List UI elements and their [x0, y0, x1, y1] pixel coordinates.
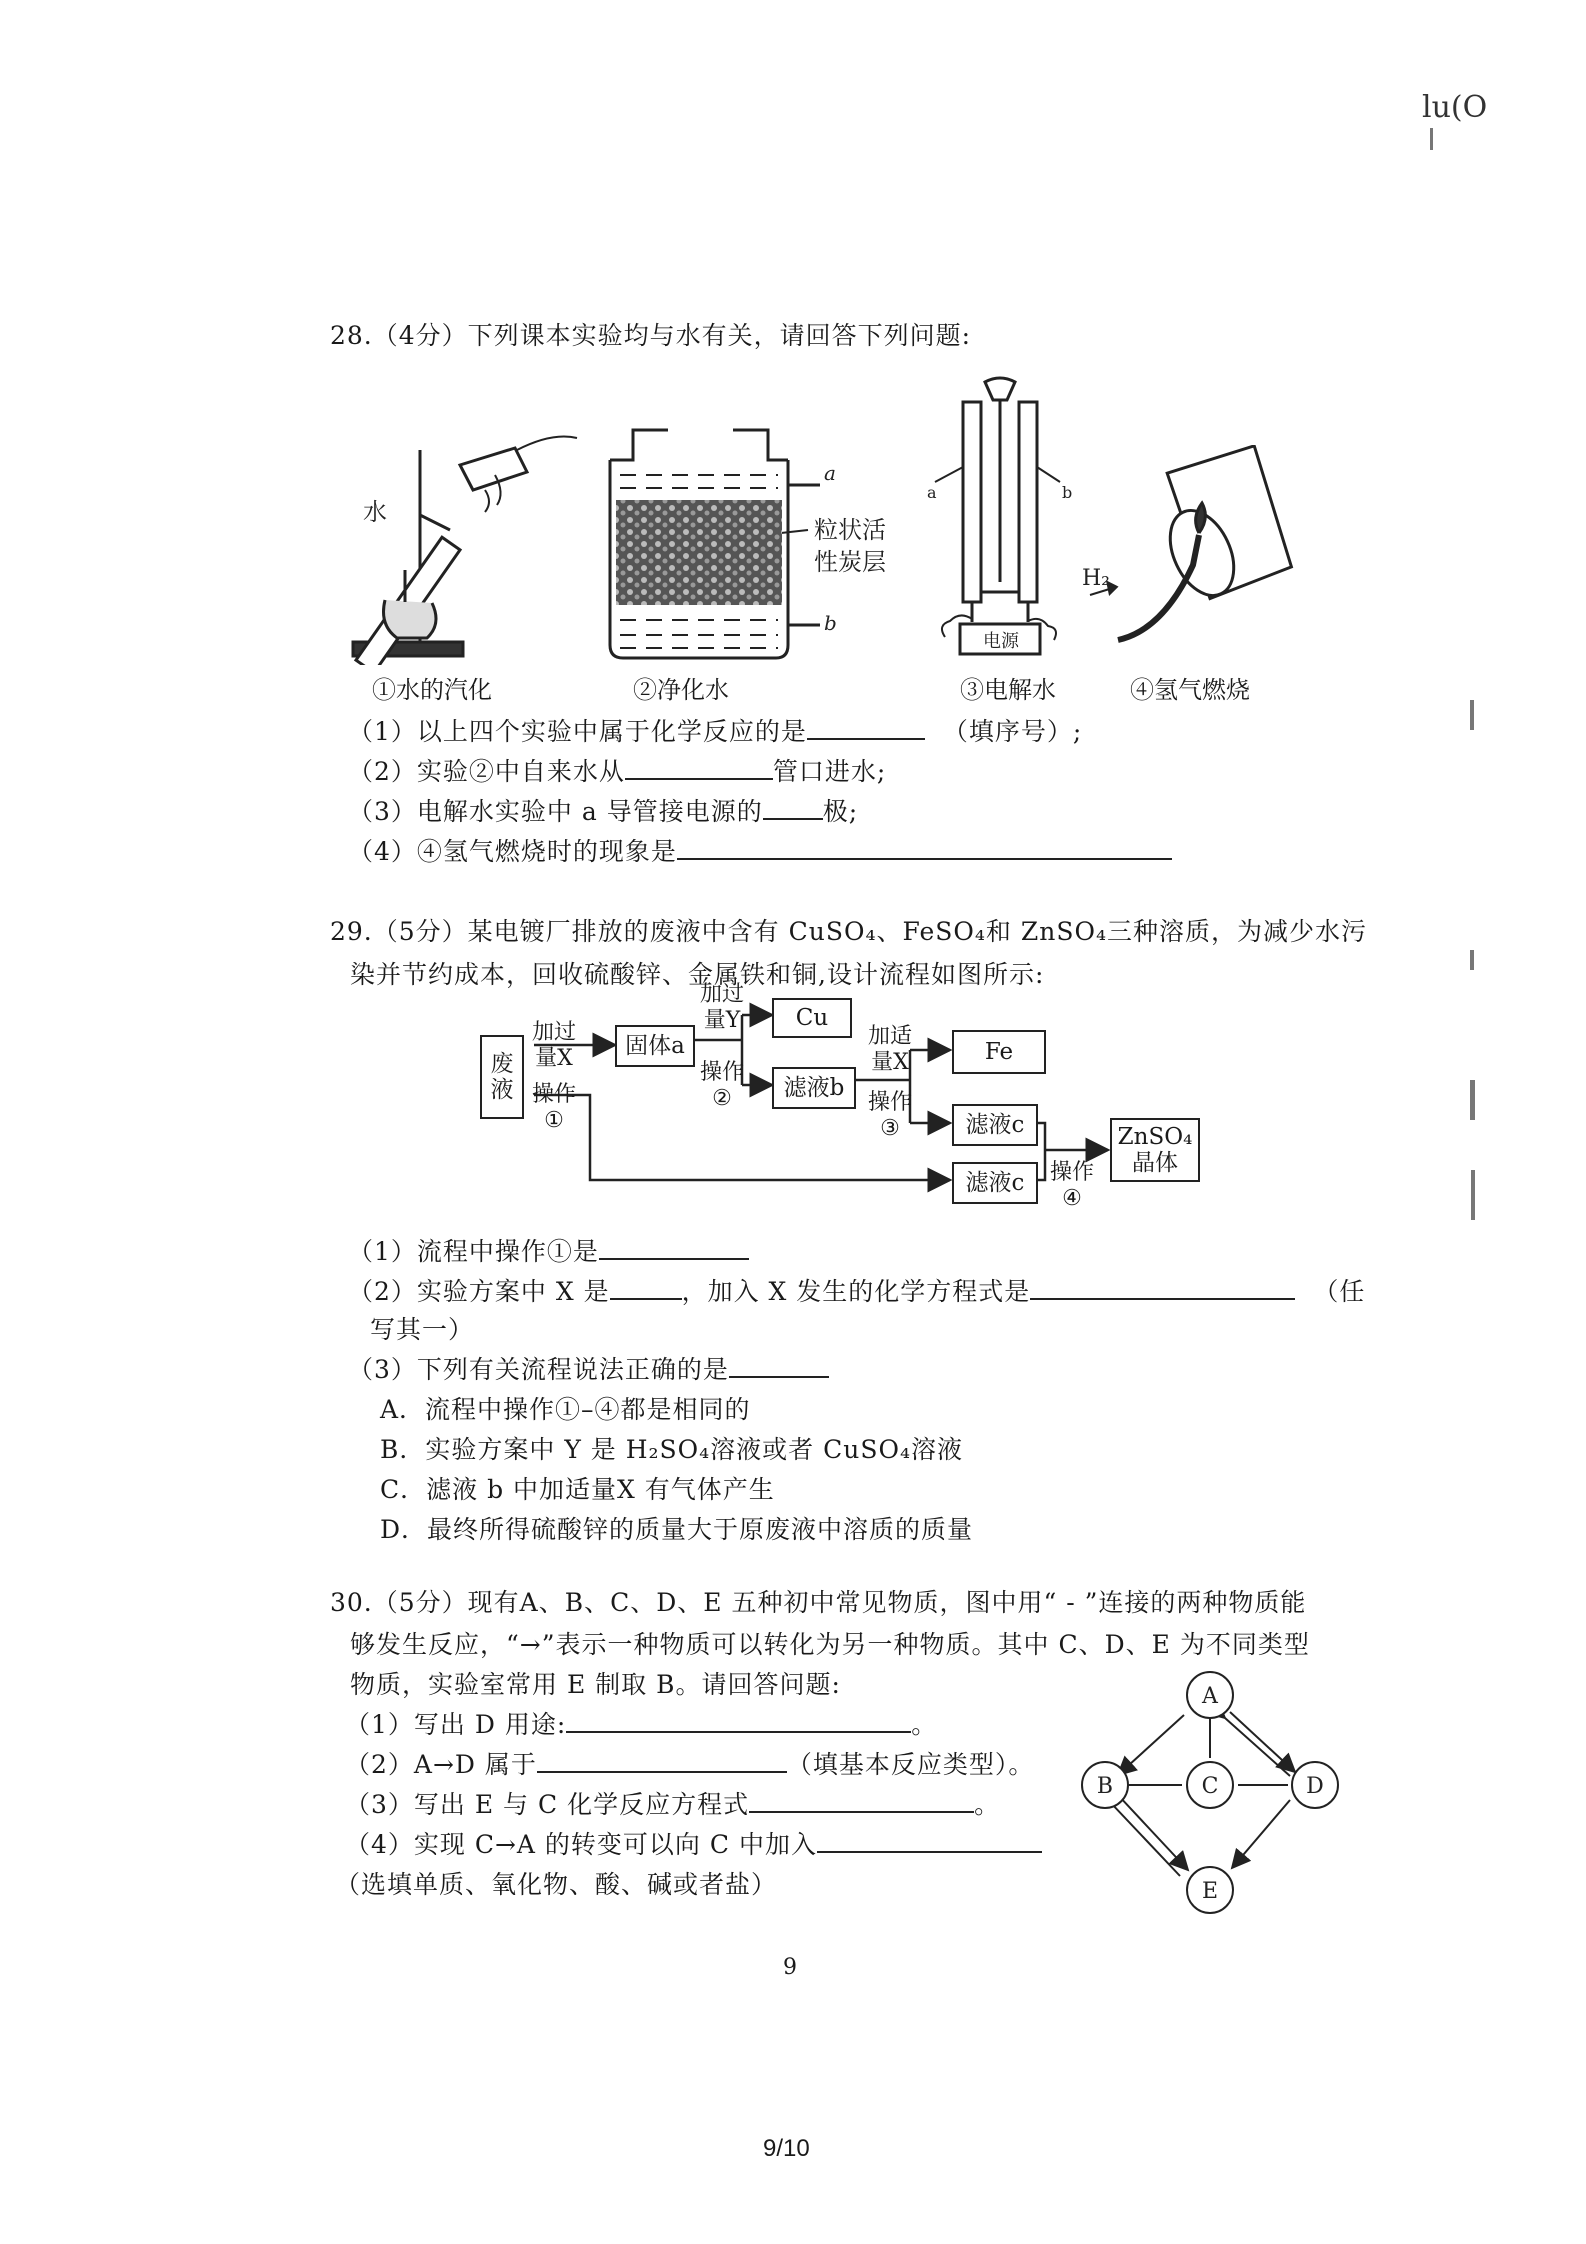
q28-sub2: （2）实验②中自来水从 管口进水;	[348, 757, 887, 786]
fe-box: Fe	[952, 1030, 1046, 1074]
filtrate-c-box-upper: 滤液c	[952, 1104, 1038, 1146]
answer-blank	[749, 1789, 974, 1813]
node-a: A	[1202, 1684, 1218, 1709]
step4-label: 操作 ④	[1050, 1160, 1095, 1212]
q29-sub1: （1）流程中操作①是	[348, 1232, 749, 1268]
electrolysis-figure	[925, 372, 1075, 672]
cu-box: Cu	[772, 998, 852, 1038]
q30-line3: 物质，实验室常用 E 制取 B。请回答问题:	[350, 1670, 841, 1699]
q30-line2: 够发生反应，“→”表示一种物质可以转化为另一种物质。其中 C、D、E 为不同类型	[350, 1630, 1310, 1659]
caption-water-purification: ②净化水	[633, 676, 729, 704]
carbon-label-line1: 粒状活	[814, 516, 886, 544]
answer-blank	[817, 1829, 1042, 1853]
znso4-crystal-box: ZnSO₄ 晶体	[1110, 1118, 1200, 1182]
q30-sub1: （1）写出 D 用途: 。	[345, 1710, 938, 1739]
q30-sub4: （4）实现 C→A 的转变可以向 C 中加入	[345, 1825, 1042, 1861]
tube-b-label: b	[1062, 483, 1073, 502]
waste-liquid-box: 废 液	[480, 1035, 524, 1119]
h2-label: H₂	[1082, 566, 1111, 591]
q29-option-d: D．最终所得硫酸锌的质量大于原废液中溶质的质量	[380, 1515, 974, 1544]
tube-a-label: a	[927, 483, 937, 502]
q30-line1: 30.（5分）现有A、B、C、D、E 五种初中常见物质，图中用“ - ”连接的两种物质能	[330, 1588, 1307, 1617]
step1-operation-label: 操作 ①	[532, 1082, 577, 1134]
q30-note: （选填单质、氧化物、酸、碱或者盐）	[335, 1870, 778, 1899]
q29-option-b: B．实验方案中 Y 是 H₂SO₄溶液或者 CuSO₄溶液	[380, 1435, 964, 1464]
answer-blank	[599, 1236, 749, 1260]
q29-line2: 染并节约成本，回收硫酸锌、金属铁和铜,设计流程如图所示:	[350, 960, 1045, 989]
scan-mark	[1471, 1170, 1475, 1220]
q28-sub1: （1）以上四个实验中属于化学反应的是 （填序号）;	[348, 717, 1083, 746]
scan-mark	[1470, 1080, 1475, 1120]
q30-sub3: （3）写出 E 与 C 化学反应方程式 。	[345, 1790, 1001, 1819]
solid-a-box: 固体a	[615, 1025, 695, 1067]
node-e: E	[1201, 1879, 1219, 1904]
answer-blank	[1030, 1276, 1295, 1300]
q29-option-a: A．流程中操作①–④都是相同的	[380, 1395, 751, 1424]
answer-blank	[729, 1354, 829, 1378]
power-source-label: 电源	[983, 631, 1019, 652]
answer-blank	[677, 836, 1172, 860]
page-indicator: 9/10	[763, 2135, 810, 2162]
scan-mark	[1470, 700, 1474, 730]
answer-blank	[566, 1709, 911, 1733]
node-d: D	[1306, 1774, 1324, 1799]
q29-option-c: C．滤液 b 中加适量X 有气体产生	[380, 1475, 775, 1504]
water-label: 水	[363, 498, 387, 526]
water-vaporization-figure	[345, 420, 605, 665]
answer-blank	[610, 1276, 682, 1300]
step2-operation-label: 操作 ②	[700, 1060, 745, 1112]
step2-label: 加过 量Y	[700, 982, 745, 1034]
node-c: C	[1201, 1774, 1219, 1799]
caption-electrolysis: ③电解水	[960, 676, 1056, 704]
q29-sub3: （3）下列有关流程说法正确的是	[348, 1350, 829, 1386]
answer-blank	[537, 1749, 787, 1773]
outlet-b-label: b	[824, 611, 837, 635]
q30-sub2: （2）A→D 属于 （填基本反应类型）。	[345, 1750, 1035, 1779]
outlet-a-label: a	[824, 461, 836, 485]
filtrate-b-box: 滤液b	[772, 1067, 856, 1109]
step3-label: 加适 量X	[868, 1024, 913, 1076]
caption-water-vaporization: ①水的汽化	[372, 676, 492, 704]
q28-title: 28.（4分）下列课本实验均与水有关，请回答下列问题:	[330, 321, 972, 350]
answer-blank	[625, 756, 773, 780]
substance-relation-diagram	[1080, 1670, 1340, 1920]
water-purification-figure	[598, 420, 918, 665]
answer-blank	[807, 716, 925, 740]
q29-sub2: （2）实验方案中 X 是 ，加入 X 发生的化学方程式是 （任	[348, 1277, 1366, 1306]
node-b: B	[1096, 1774, 1114, 1799]
scan-mark	[1470, 950, 1474, 970]
q28-sub4: （4）④氢气燃烧时的现象是	[348, 832, 1172, 868]
carbon-label-line2: 性炭层	[814, 548, 886, 576]
step3-operation-label: 操作 ③	[868, 1090, 913, 1142]
caption-hydrogen-combustion: ④氢气燃烧	[1130, 676, 1250, 704]
q29-sub2-cont: 写其一）	[370, 1315, 475, 1344]
answer-blank	[763, 796, 823, 820]
filtrate-c-box-lower: 滤液c	[952, 1162, 1038, 1204]
scan-mark	[1430, 128, 1433, 150]
q28-sub3: （3）电解水实验中 a 导管接电源的 极;	[348, 797, 859, 826]
step1-label: 加过 量X	[532, 1020, 577, 1072]
hydrogen-combustion-figure	[1080, 445, 1310, 670]
page-number: 9	[783, 1955, 797, 1980]
corner-text: lu(O	[1422, 90, 1488, 125]
q29-line1: 29.（5分）某电镀厂排放的废液中含有 CuSO₄、FeSO₄和 ZnSO₄三种溶质，为减少水污	[330, 917, 1367, 946]
